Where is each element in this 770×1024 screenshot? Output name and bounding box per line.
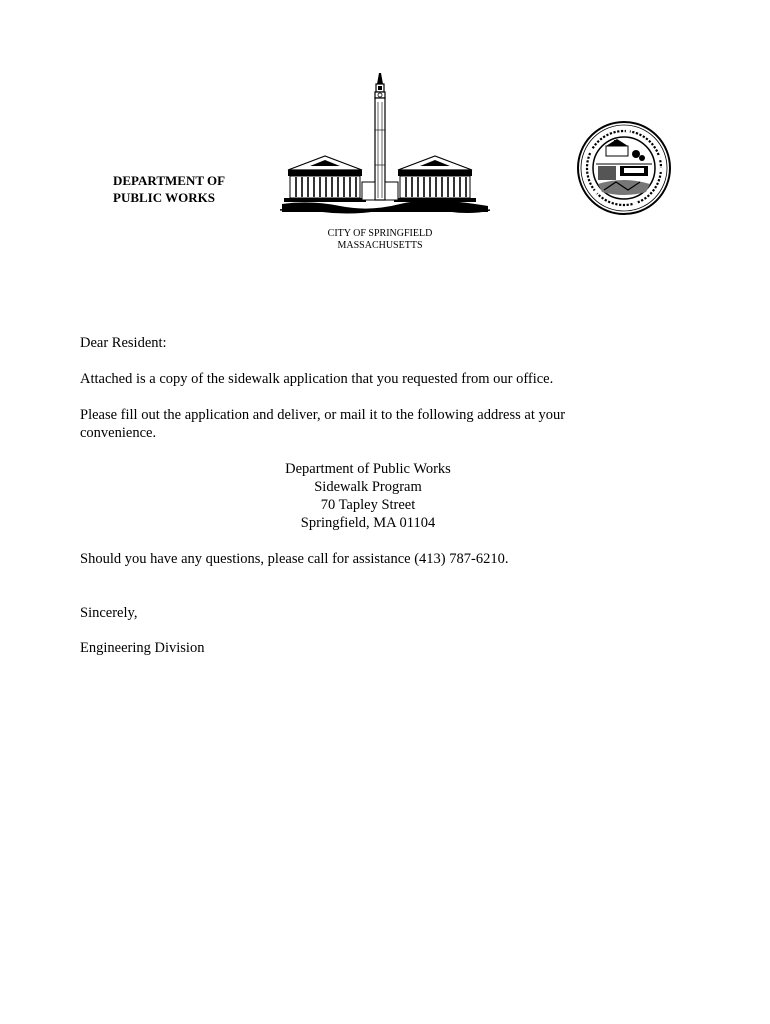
signature: Engineering Division bbox=[80, 640, 205, 656]
department-line-2: PUBLIC WORKS bbox=[113, 190, 215, 205]
address-line-1: Department of Public Works bbox=[285, 461, 451, 477]
department-heading bbox=[113, 172, 225, 206]
contact-paragraph: Should you have any questions, please call for assistance (413) 787-6210. bbox=[80, 551, 509, 567]
address-line-3: 70 Tapley Street bbox=[320, 497, 416, 513]
greeting: Dear Resident: bbox=[80, 335, 167, 351]
city-line-2: MASSACHUSETTS bbox=[337, 240, 423, 251]
sign-off: Sincerely, bbox=[80, 605, 138, 621]
body-paragraph-1: Attached is a copy of the sidewalk application that you requested from our office. bbox=[80, 371, 554, 387]
address-line-4: Springfield, MA 01104 bbox=[300, 515, 436, 531]
address-line-2: Sidewalk Program bbox=[314, 479, 422, 495]
city-seal-image bbox=[576, 120, 672, 216]
mailing-address bbox=[80, 460, 656, 532]
body-paragraph-2: Please fill out the application and deliver, or mail it to the following address at your convenience. bbox=[80, 407, 566, 441]
city-caption bbox=[300, 228, 460, 252]
department-line-1: DEPARTMENT OF bbox=[113, 173, 226, 188]
city-line-1: CITY OF SPRINGFIELD bbox=[327, 228, 433, 239]
city-hall-illustration bbox=[280, 70, 490, 218]
